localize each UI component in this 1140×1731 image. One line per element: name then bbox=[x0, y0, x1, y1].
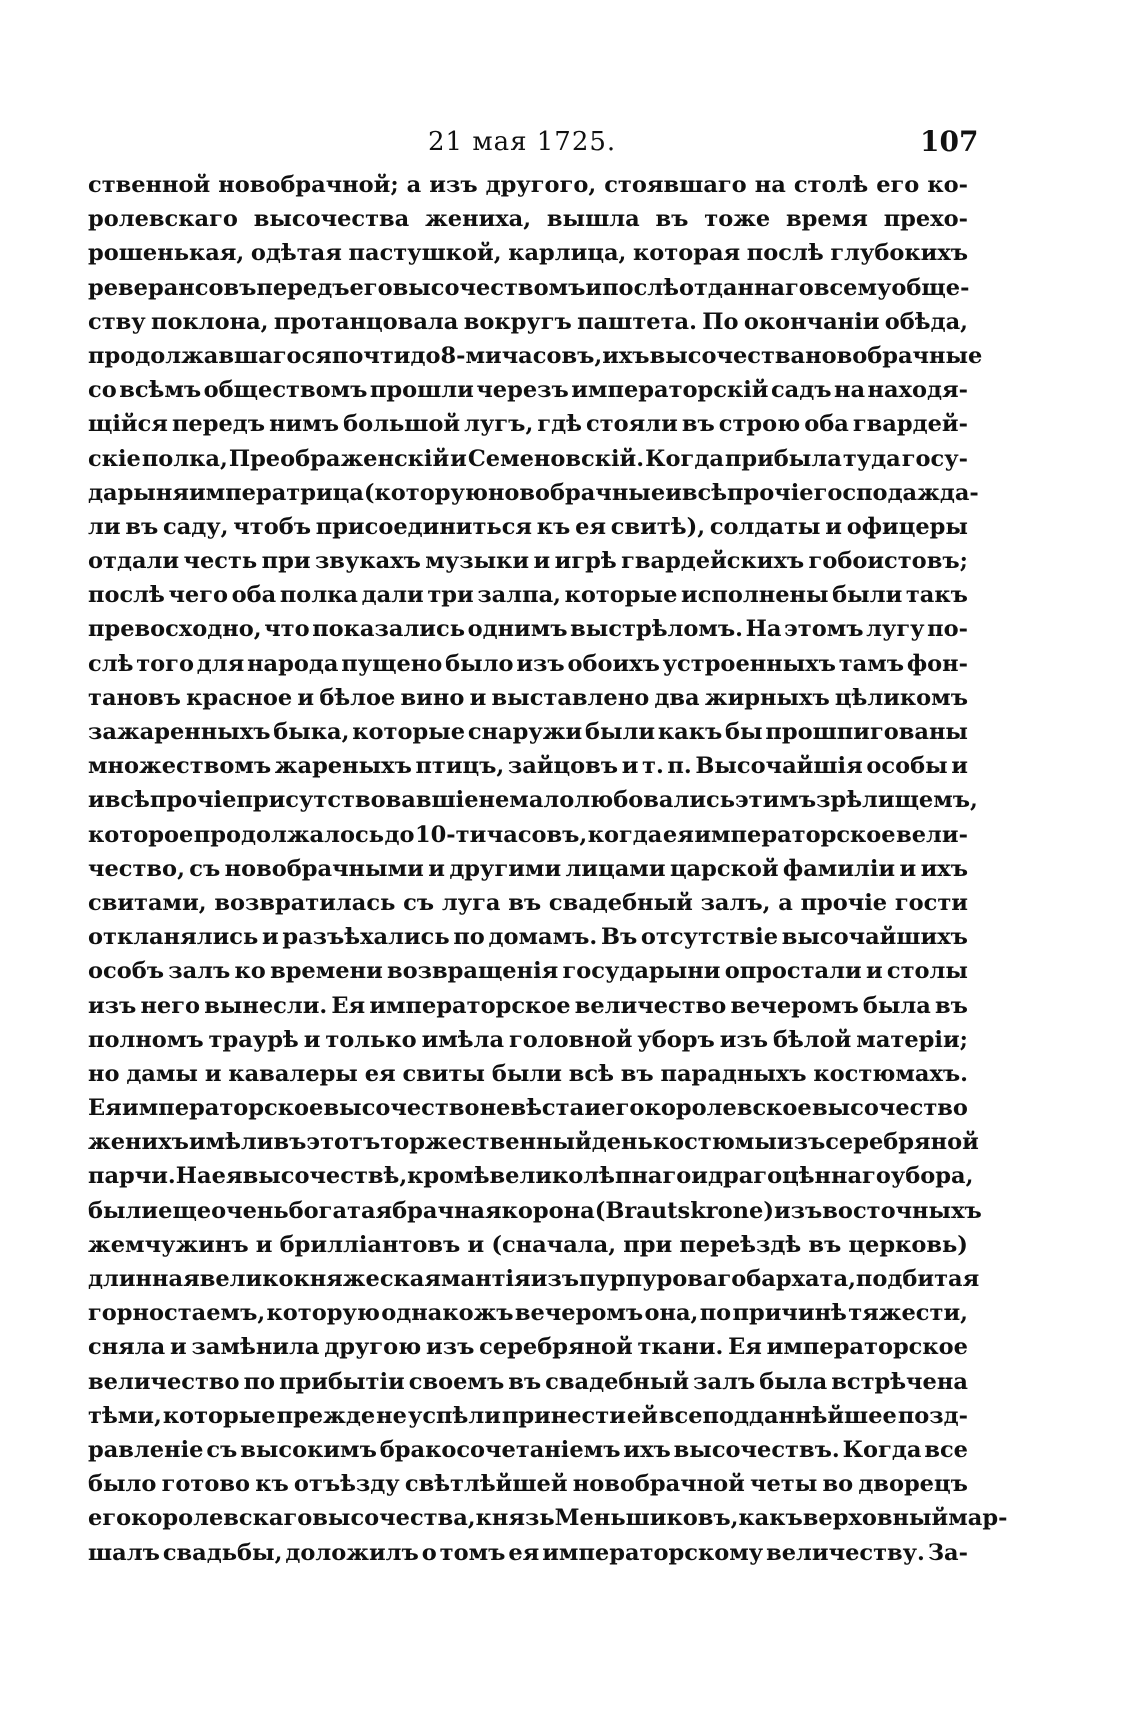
text-line: тановъ красное и бѣлое вино и выставлено два жирныхъ цѣликомъ bbox=[88, 684, 968, 711]
text-line: Ея императорское высочество невѣста и его королевское высочество bbox=[88, 1095, 968, 1122]
text-line: горностаемъ, которую однакожъ вечеромъ она, по причинѣ тяжести, bbox=[88, 1300, 968, 1327]
text-line: свитами, возвратилась съ луга въ свадебный залъ, а прочіе гости bbox=[88, 889, 968, 916]
text-line: ли въ саду, чтобъ присоединиться къ ея свитѣ), солдаты и офицеры bbox=[88, 513, 968, 540]
body-text bbox=[88, 168, 1008, 1570]
text-line: изъ него вынесли. Ея императорское величество вечеромъ была въ bbox=[88, 992, 968, 1019]
text-line: длинная великокняжеская мантія изъ пурпуроваго бархата, подбитая bbox=[88, 1266, 980, 1292]
text-line: женихъ имѣли въ этотъ торжественный день костюмы изъ серебряной bbox=[88, 1129, 979, 1156]
text-line: превосходно, что показались однимъ выстрѣломъ. На этомъ лугу по- bbox=[88, 616, 968, 643]
text-line: были еще очень богатая брачная корона (Brautskrone) изъ восточныхъ bbox=[88, 1197, 982, 1224]
text-line: сняла и замѣнила другою изъ серебряной ткани. Ея императорское bbox=[88, 1334, 968, 1361]
text-line: ству поклона, протанцовала вокругъ паштета. По окончаніи обѣда, bbox=[88, 308, 968, 335]
text-line: тѣми, которые прежде не успѣли принести ей всеподданнѣйшее позд- bbox=[88, 1402, 968, 1429]
text-line: со всѣмъ обществомъ прошли черезъ императорскій садъ на находя- bbox=[88, 377, 968, 404]
text-line: послѣ чего оба полка дали три залпа, которые исполнены были такъ bbox=[88, 582, 968, 609]
page-number: 107 bbox=[920, 125, 979, 158]
text-line: которое продолжалось до 10-ти часовъ, когда ея императорское вели- bbox=[88, 821, 968, 848]
text-line: зажаренныхъ быка, которые снаружи были какъ бы прошпигованы bbox=[88, 719, 968, 745]
text-line: рошенькая, одѣтая пастушкой, карлица, которая послѣ глубокихъ bbox=[88, 240, 968, 267]
text-line: дарыня императрица (которую новобрачные и всѣ прочіе господа жда- bbox=[88, 479, 979, 506]
text-line: было готово къ отъѣзду свѣтлѣйшей новобрачной четы во дворецъ bbox=[88, 1471, 968, 1498]
text-line: парчи. На ея высочествѣ, кромѣ великолѣпнаго и драгоцѣннаго убора, bbox=[88, 1163, 974, 1190]
text-line: множествомъ жареныхъ птицъ, зайцовъ и т. п. Высочайшія особы и bbox=[88, 753, 968, 780]
text-line: шалъ свадьбы, доложилъ о томъ ея императорскому величеству. За- bbox=[88, 1539, 968, 1566]
text-line: скіе полка, Преображенскій и Семеновскій. Когда прибыла туда госу- bbox=[88, 445, 968, 472]
text-line: его королевскаго высочества, князь Меньшиковъ, какъ верховный мар- bbox=[88, 1505, 1008, 1532]
text-line: ролевскаго высочества жениха, вышла въ тоже время прехо- bbox=[88, 206, 968, 233]
running-header-date: 21 мая 1725. bbox=[428, 127, 617, 157]
text-line: величество по прибытіи своемъ въ свадебный залъ была встрѣчена bbox=[88, 1368, 968, 1395]
text-line: отдали честь при звукахъ музыки и игрѣ гвардейскихъ гобоистовъ; bbox=[88, 548, 968, 575]
text-line: равленіе съ высокимъ бракосочетаніемъ ихъ высочествъ. Когда все bbox=[88, 1436, 968, 1463]
text-line: особъ залъ ко времени возвращенія государыни опростали и столы bbox=[88, 958, 968, 985]
text-line: чество, съ новобрачными и другими лицами царской фамиліи и ихъ bbox=[88, 855, 968, 882]
text-line: но дамы и кавалеры ея свиты были всѣ въ парадныхъ костюмахъ. bbox=[88, 1060, 968, 1087]
text-line: жемчужинъ и брилліантовъ и (сначала, при переѣздѣ въ церковь) bbox=[88, 1231, 968, 1258]
text-line: и всѣ прочіе присутствовавшіе немало любовались этимъ зрѣлищемъ, bbox=[88, 787, 978, 814]
text-line: ственной новобрачной; а изъ другого, стоявшаго на столѣ его ко- bbox=[88, 172, 968, 198]
text-line: реверансовъ передъ его высочествомъ и послѣ отданнаго всему обще- bbox=[88, 274, 970, 301]
text-line: полномъ траурѣ и только имѣла головной уборъ изъ бѣлой матеріи; bbox=[88, 1026, 968, 1053]
text-line: продолжавшагося почти до 8-ми часовъ, ихъ высочества новобрачные bbox=[88, 342, 983, 369]
text-line: щійся передъ нимъ большой лугъ, гдѣ стояли въ строю оба гвардей- bbox=[88, 411, 968, 438]
text-line: слѣ того для народа пущено было изъ обоихъ устроенныхъ тамъ фон- bbox=[88, 650, 968, 677]
text-line: откланялись и разъѣхались по домамъ. Въ отсутствіе высочайшихъ bbox=[88, 924, 968, 951]
